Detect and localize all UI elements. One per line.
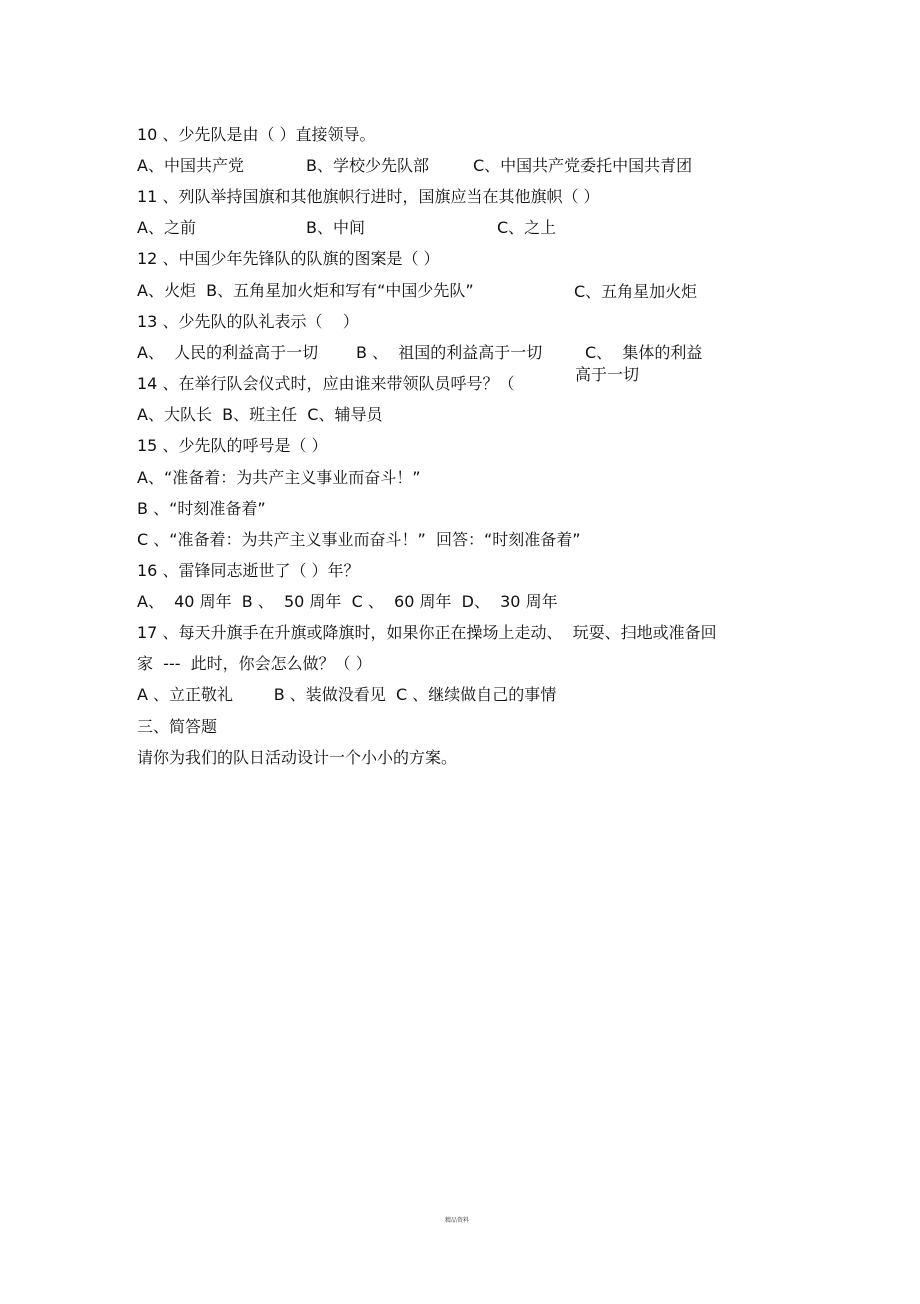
- question-11: 11 、列队举持国旗和其他旗帜行进时，国旗应当在其他旗帜（ ）: [137, 187, 600, 206]
- section-heading: 三、简答题: [137, 717, 218, 736]
- question-11-option-c: C、之上: [497, 218, 557, 237]
- question-15-option-b: B 、“时刻准备着”: [137, 499, 266, 518]
- question-16-options: A、 40 周年 B 、 50 周年 C 、 60 周年 D、 30 周年: [137, 592, 558, 611]
- question-14: 14 、在举行队会仪式时，应由谁来带领队员呼号？（: [137, 374, 515, 393]
- question-13-option-c: C、 集体的利益: [585, 343, 703, 362]
- question-11-option-a: A、之前: [137, 218, 196, 237]
- question-13: 13 、少先队的队礼表示（ ）: [137, 312, 359, 331]
- question-10: 10 、少先队是由（ ）直接领导。: [137, 125, 376, 144]
- question-16: 16 、雷锋同志逝世了（ ）年？: [137, 561, 360, 580]
- footer-label: 精品资料: [445, 1217, 470, 1224]
- question-10-option-b: B、学校少先队部: [306, 156, 429, 175]
- question-17-line-1: 17 、每天升旗手在升旗或降旗时，如果你正在操场上走动、 玩耍、扫地或准备回: [137, 623, 717, 642]
- question-15-option-a: A、“准备着：为共产主义事业而奋斗！”: [137, 468, 421, 487]
- question-13-option-b: B 、 祖国的利益高于一切: [356, 343, 543, 362]
- question-10-option-c: C、中国共产党委托中国共青团: [473, 156, 693, 175]
- question-12-options-ab: A、火炬 B、五角星加火炬和写有“中国少先队”: [137, 281, 474, 300]
- question-15-option-c: C 、“准备着：为共产主义事业而奋斗！” 回答：“时刻准备着”: [137, 530, 581, 549]
- question-13-option-c-continued: 高于一切: [575, 365, 640, 384]
- short-answer-prompt: 请你为我们的队日活动设计一个小小的方案。: [137, 748, 458, 767]
- question-17-line-2: 家 --- 此时，你会怎么做？（ ）: [137, 654, 372, 673]
- question-12: 12 、中国少年先锋队的队旗的图案是（ ）: [137, 249, 440, 268]
- question-10-option-a: A、中国共产党: [137, 156, 244, 175]
- question-14-options: A、大队长 B、班主任 C、辅导员: [137, 405, 383, 424]
- question-12-option-c: C、五角星加火炬: [574, 282, 698, 301]
- question-15: 15 、少先队的呼号是（ ）: [137, 436, 328, 455]
- question-13-option-a: A、 人民的利益高于一切: [137, 343, 319, 362]
- question-17-options: A 、立正敬礼 B 、装做没看见 C 、继续做自己的事情: [137, 685, 557, 704]
- question-11-option-b: B、中间: [306, 218, 365, 237]
